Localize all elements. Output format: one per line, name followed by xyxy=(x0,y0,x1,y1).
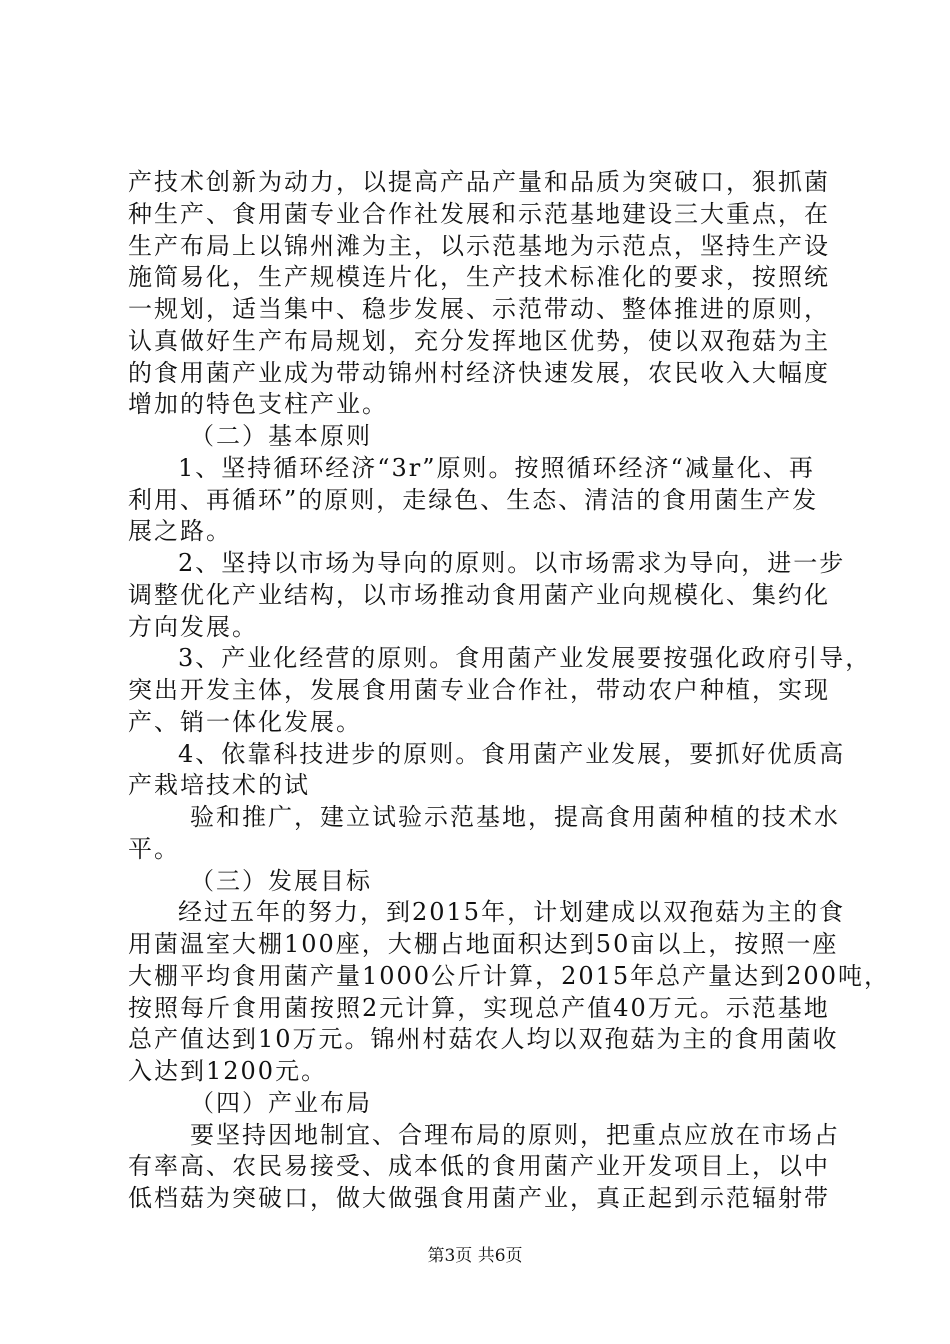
body-text-line: 经过五年的努力，到2015年，计划建成以双孢菇为主的食 xyxy=(178,898,846,926)
body-text-line: 施简易化，生产规模连片化，生产技术标准化的要求，按照统 xyxy=(128,263,830,291)
body-text-line: 种生产、食用菌专业合作社发展和示范基地建设三大重点，在 xyxy=(128,200,830,228)
body-text-line: 2、坚持以市场为导向的原则。以市场需求为导向，进一步 xyxy=(178,549,846,577)
body-text-line: 总产值达到10万元。锦州村菇农人均以双孢菇为主的食用菌收 xyxy=(128,1025,839,1053)
body-text-line: 一规划，适当集中、稳步发展、示范带动、整体推进的原则， xyxy=(128,295,830,323)
body-text-line: 3、产业化经营的原则。食用菌产业发展要按强化政府引导， xyxy=(178,644,872,672)
body-text-line: 利用、再循环”的原则，走绿色、生态、清洁的食用菌生产发 xyxy=(128,486,819,514)
body-text-line: 按照每斤食用菌按照2元计算，实现总产值40万元。示范基地 xyxy=(128,994,830,1022)
body-text-line: 的食用菌产业成为带动锦州村经济快速发展，农民收入大幅度 xyxy=(128,359,830,387)
page-number-footer: 第3页 共6页 xyxy=(427,1246,523,1266)
body-text-line: 4、依靠科技进步的原则。食用菌产业发展，要抓好优质高 xyxy=(178,740,846,768)
section-heading: （三）发展目标 xyxy=(190,867,372,895)
body-text-line: 入达到1200元。 xyxy=(128,1057,328,1085)
body-text-line: 要坚持因地制宜、合理布局的原则，把重点应放在市场占 xyxy=(190,1121,840,1149)
body-text-line: 突出开发主体，发展食用菌专业合作社，带动农户种植，实现 xyxy=(128,676,830,704)
body-text-line: 平。 xyxy=(128,835,180,863)
body-text-line: 展之路。 xyxy=(128,517,232,545)
body-text-line: 低档菇为突破口，做大做强食用菌产业，真正起到示范辐射带 xyxy=(128,1184,830,1212)
body-text-line: 1、坚持循环经济“3r”原则。按照循环经济“减量化、再 xyxy=(178,454,815,482)
body-text-line: 验和推广，建立试验示范基地，提高食用菌种植的技术水 xyxy=(190,803,840,831)
body-text-line: 方向发展。 xyxy=(128,613,258,641)
section-heading: （二）基本原则 xyxy=(190,422,372,450)
body-text-line: 生产布局上以锦州滩为主，以示范基地为示范点，坚持生产设 xyxy=(128,232,830,260)
body-text-line: 产技术创新为动力，以提高产品产量和品质为突破口，狠抓菌 xyxy=(128,168,830,196)
body-text-line: 大棚平均食用菌产量1000公斤计算，2015年总产量达到200吨， xyxy=(128,962,890,990)
body-text-line: 调整优化产业结构，以市场推动食用菌产业向规模化、集约化 xyxy=(128,581,830,609)
body-text-line: 有率高、农民易接受、成本低的食用菌产业开发项目上，以中 xyxy=(128,1152,830,1180)
body-text-line: 增加的特色支柱产业。 xyxy=(128,390,388,418)
body-text-line: 产、销一体化发展。 xyxy=(128,708,362,736)
body-text-line: 认真做好生产布局规划，充分发挥地区优势，使以双孢菇为主 xyxy=(128,327,830,355)
body-text-line: 用菌温室大棚100座，大棚占地面积达到50亩以上，按照一座 xyxy=(128,930,839,958)
body-text-line: 产栽培技术的试 xyxy=(128,771,310,799)
section-heading: （四）产业布局 xyxy=(190,1089,372,1117)
